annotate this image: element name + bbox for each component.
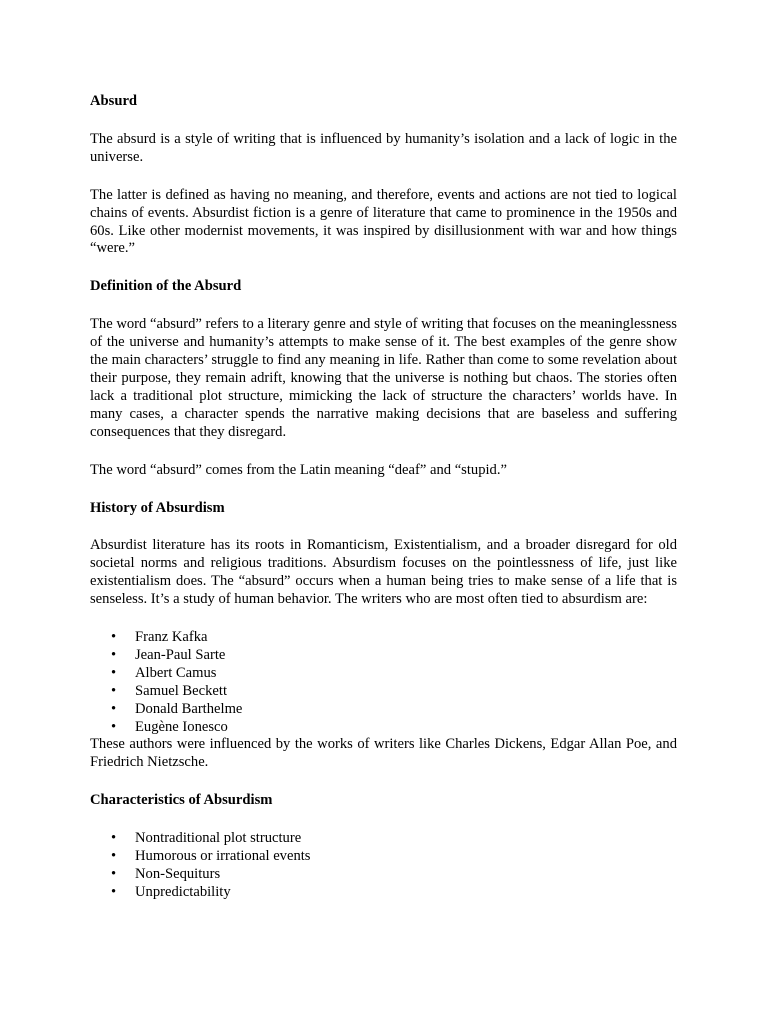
list-item: • Non-Sequiturs (111, 866, 221, 882)
bullet-icon: • (111, 700, 117, 717)
bullet-icon: • (111, 718, 117, 735)
list-item: • Eugène Ionesco (111, 718, 228, 735)
document-page (90, 93, 677, 922)
paragraph-absurd-intro: The absurd is a style of writing that is influenced by humanity’s isolation and a lack of logic in the universe. (90, 130, 677, 165)
paragraph-absurd-latter: The latter is defined as having no meaning, and therefore, events and actions are not tied to logical chains of events. Absurdist fiction is a genre of literature that came to prominence in the 1950s and 60s. Like other modernist movements, it was inspired by disillusionment with war and how things “were.” (90, 186, 677, 257)
writers-list (90, 629, 677, 736)
paragraph-history: Absurdist literature has its roots in Romanticism, Existentialism, and a broader disregard for old societal norms and religious traditions. Absurdism focuses on the pointlessness of life, just like existentialism does. The “absurd” occurs when a human being tries to make sense of a life that is senseless. It’s a study of human behavior. The writers who are most often tied to absurdism are: (90, 537, 677, 608)
heading-definition: Definition of the Absurd (90, 278, 242, 295)
bullet-icon: • (111, 866, 117, 882)
bullet-icon: • (111, 646, 117, 663)
bullet-icon: • (111, 682, 117, 699)
heading-absurd: Absurd (90, 93, 138, 109)
list-item: • Samuel Beckett (111, 682, 227, 699)
paragraph-definition: The word “absurd” refers to a literary genre and style of writing that focuses on the meaninglessness of the universe and humanity’s attempts to make sense of it. The best examples of the genre show the main characters’ struggle to find any meaning in life. Rather than come to some revelation about their purpose, they remain adrift, knowing that the universe is nothing but chaos. The stories often lack a traditional plot structure, mimicking the lack of structure the characters’ worlds have. In many cases, a character spends the narrative making decisions that are baseless and suffering consequences that they disregard. (90, 316, 677, 440)
characteristics-list (90, 830, 677, 902)
bullet-icon: • (111, 883, 117, 900)
paragraph-etymology: The word “absurd” comes from the Latin meaning “deaf” and “stupid.” (90, 461, 507, 478)
list-item: • Donald Barthelme (111, 700, 243, 717)
heading-history: History of Absurdism (90, 499, 225, 516)
list-item: • Humorous or irrational events (111, 848, 311, 865)
list-item: • Nontraditional plot structure (111, 830, 302, 847)
bullet-icon: • (111, 629, 117, 646)
paragraph-influences: These authors were influenced by the works of writers like Charles Dickens, Edgar Allan Poe, and Friedrich Nietzsche. (90, 736, 677, 771)
list-item: • Franz Kafka (111, 629, 208, 646)
heading-characteristics: Characteristics of Absurdism (90, 792, 273, 809)
list-item: • Unpredictability (111, 883, 231, 900)
list-item: • Albert Camus (111, 664, 217, 681)
bullet-icon: • (111, 664, 117, 681)
bullet-icon: • (111, 830, 117, 847)
bullet-icon: • (111, 848, 117, 865)
list-item: • Jean-Paul Sarte (111, 646, 226, 663)
